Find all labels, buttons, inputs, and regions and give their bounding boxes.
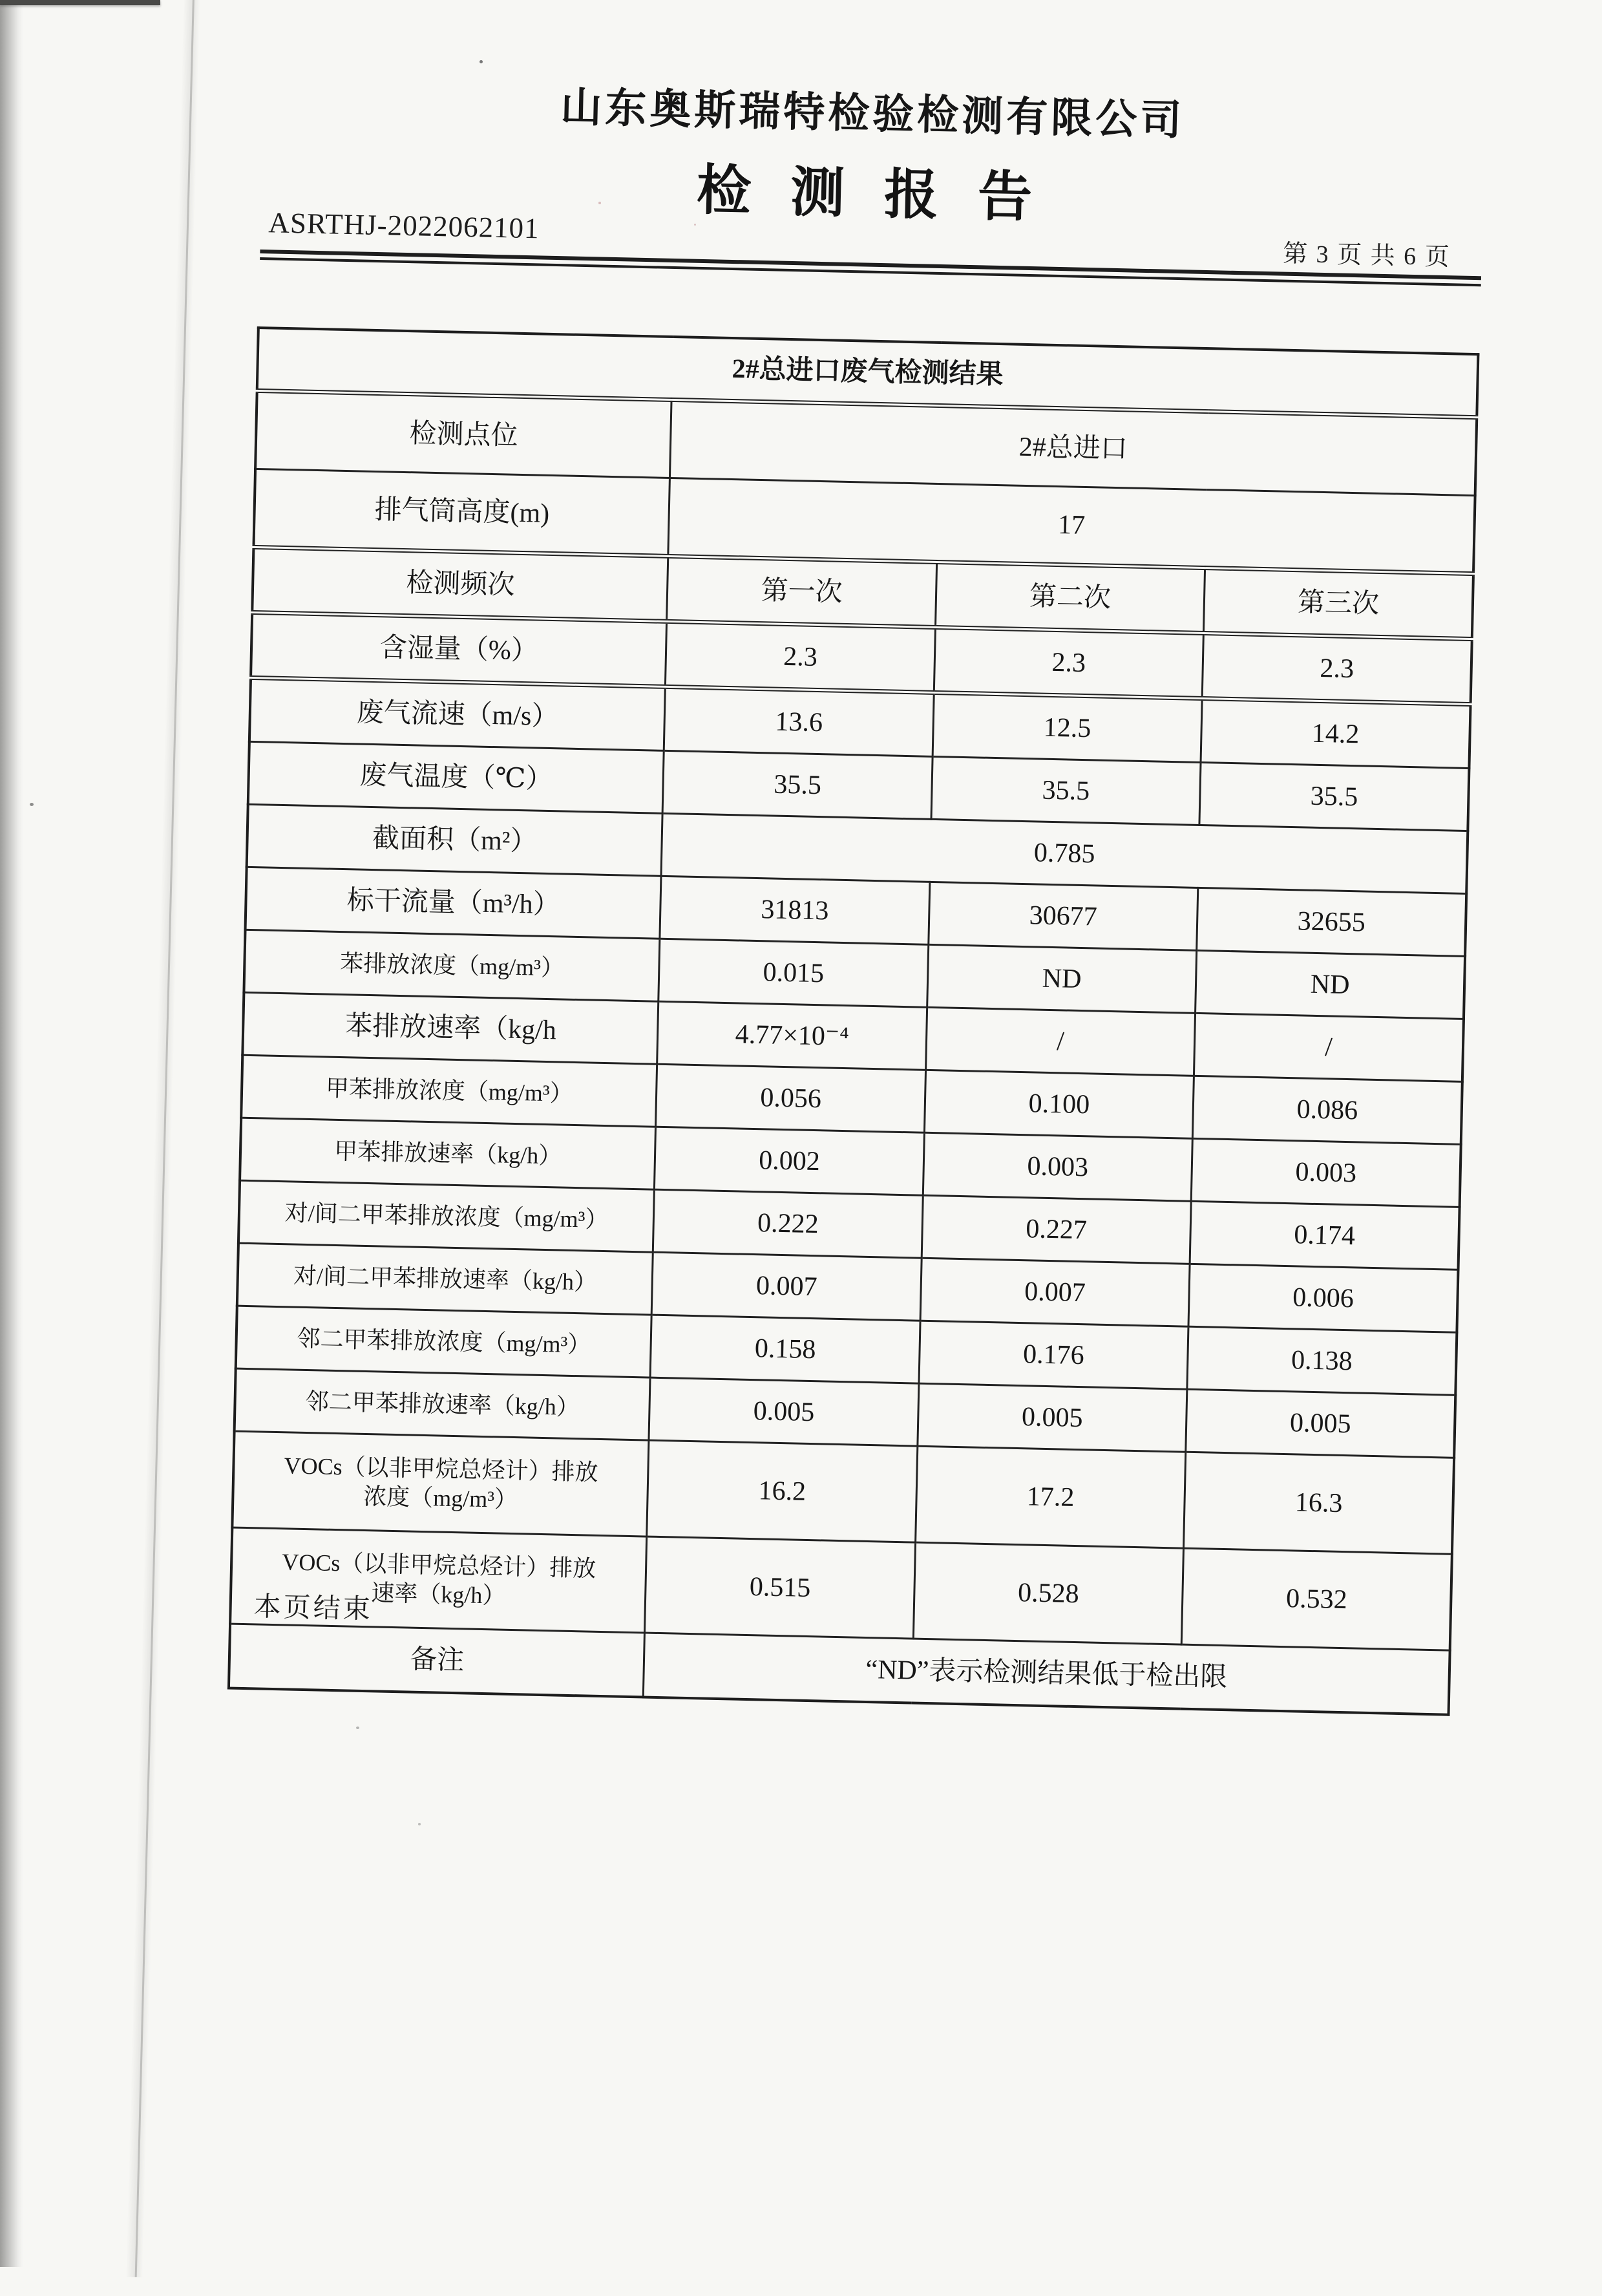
row-value: 第一次 (667, 556, 936, 627)
row-label: 甲苯排放速率（kg/h） (240, 1118, 656, 1189)
row-value: 0.007 (652, 1252, 922, 1321)
row-value: 31813 (660, 876, 929, 944)
row-value: 0.015 (659, 939, 928, 1007)
row-value: 2.3 (934, 627, 1203, 698)
row-label: 甲苯排放浓度（mg/m³） (241, 1055, 657, 1127)
row-label: 检测点位 (255, 390, 671, 478)
results-table (227, 326, 1480, 1716)
row-value: 12.5 (933, 692, 1202, 762)
row-value: 13.6 (664, 686, 934, 756)
row-label: 对/间二甲苯排放浓度（mg/m³） (238, 1180, 655, 1252)
row-label: 标干流量（m³/h） (246, 867, 662, 939)
row-label: 检测频次 (252, 547, 668, 621)
row-value: 0.138 (1187, 1326, 1457, 1395)
row-value: 30677 (929, 882, 1198, 950)
report-title: 检 测 报 告 (696, 160, 1046, 229)
row-label: 截面积（m²） (247, 804, 663, 876)
row-value: 0.176 (919, 1321, 1188, 1389)
row-value: 0.005 (649, 1377, 918, 1446)
row-label: VOCs（以非甲烷总烃计）排放 浓度（mg/m³） (232, 1431, 649, 1536)
row-value: 4.77×10⁻⁴ (657, 1001, 927, 1070)
row-value: 0.003 (1191, 1138, 1460, 1207)
row-value: ND (1196, 950, 1465, 1019)
row-value: 0.003 (923, 1132, 1192, 1201)
footer-note: 本页结束 (253, 1592, 374, 1625)
row-value: 0.086 (1192, 1076, 1462, 1144)
row-value: 32655 (1197, 888, 1466, 956)
row-label: 废气温度（℃） (248, 741, 664, 813)
row-value: 0.528 (913, 1542, 1184, 1644)
report-number: ASRTHJ-2022062101 (268, 206, 540, 245)
row-value: 2.3 (666, 621, 935, 692)
row-value: 第二次 (935, 562, 1205, 633)
row-label: 邻二甲苯排放浓度（mg/m³） (236, 1306, 652, 1377)
row-label: VOCs（以非甲烷总烃计）排放 速率（kg/h） (230, 1527, 647, 1633)
row-value: 14.2 (1201, 698, 1470, 768)
row-value: 2.3 (1202, 633, 1471, 705)
row-label: 苯排放速率（kg/h (242, 992, 659, 1064)
row-label: 排气筒高度(m) (253, 469, 669, 556)
row-value: 35.5 (663, 750, 933, 819)
row-value: 17.2 (915, 1446, 1186, 1548)
row-value: 0.007 (920, 1258, 1190, 1326)
row-value: 0.056 (656, 1064, 925, 1132)
row-label: 苯排放浓度（mg/m³） (244, 930, 660, 1001)
row-value: ND (927, 944, 1196, 1013)
row-value: 35.5 (931, 756, 1201, 825)
row-value: 17 (668, 478, 1475, 573)
row-value: 35.5 (1199, 762, 1469, 831)
row-label: 废气流速（m/s） (249, 677, 666, 750)
row-value: / (1194, 1013, 1464, 1081)
row-value: 0.005 (918, 1383, 1187, 1452)
company-name: 山东奥斯瑞特检验检测有限公司 (560, 84, 1185, 144)
row-label: 备注 (229, 1624, 645, 1697)
row-value: 0.100 (924, 1070, 1194, 1138)
row-value: “ND”表示检测结果低于检出限 (644, 1633, 1450, 1715)
table-title: 2#总进口废气检测结果 (257, 328, 1479, 418)
table-body (229, 328, 1478, 1715)
row-value: 0.006 (1188, 1264, 1458, 1332)
row-label: 对/间二甲苯排放速率（kg/h） (237, 1243, 653, 1315)
row-label: 含湿量（%） (251, 612, 667, 686)
row-label: 邻二甲苯排放速率（kg/h） (235, 1368, 651, 1440)
row-value: 0.532 (1181, 1548, 1452, 1650)
row-value: 0.515 (645, 1536, 916, 1639)
row-value: 16.3 (1184, 1452, 1455, 1554)
row-value: 0.174 (1190, 1201, 1459, 1270)
row-value: 0.222 (653, 1189, 923, 1258)
row-value: 0.158 (650, 1315, 920, 1383)
row-value: 0.005 (1186, 1389, 1455, 1458)
row-value: 第三次 (1204, 568, 1473, 639)
row-value: / (925, 1007, 1195, 1076)
row-value: 2#总进口 (670, 399, 1477, 495)
row-value: 16.2 (647, 1440, 918, 1542)
row-value: 0.785 (661, 813, 1468, 893)
row-value: 0.002 (655, 1127, 924, 1195)
row-value: 0.227 (922, 1195, 1191, 1264)
page-indicator: 第 3 页 共 6 页 (1282, 240, 1451, 271)
